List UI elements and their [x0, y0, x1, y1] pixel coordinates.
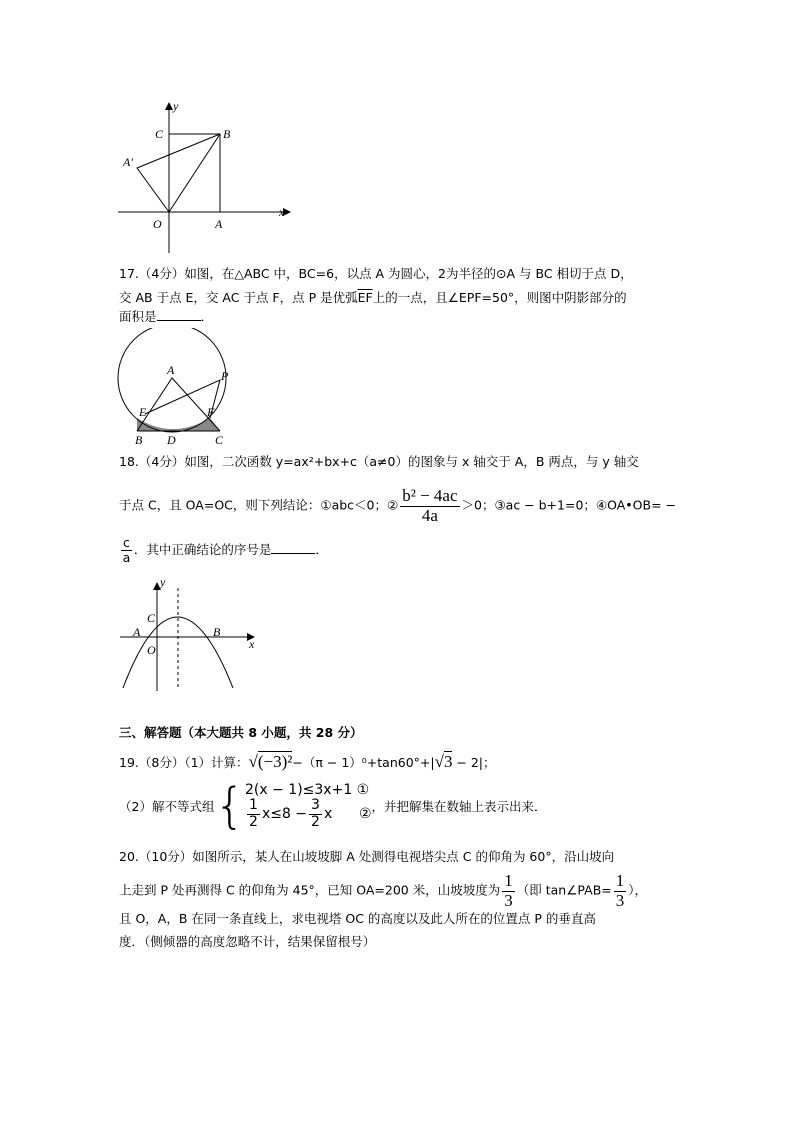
denominator: 3 [504, 890, 513, 910]
q18-line1: 18.（4分）如图，二次函数 y=ax²+bx+c（a≠0）的图象与 x 轴交于 A，B 两点，与 y 轴交 [119, 454, 639, 469]
label: O [153, 217, 162, 231]
text: 19.（8分）（1）计算： [119, 755, 249, 770]
inequality-2 [245, 798, 372, 830]
figure-16 [115, 98, 295, 258]
q20-line4: 度．（侧倾器的高度忽略不计，结果保留根号） [119, 934, 376, 949]
q19-line1 [119, 752, 496, 772]
text: ＞0；③ac − b+1=0；④OA•OB= − [461, 497, 676, 513]
radicand: (−3)² [257, 752, 293, 771]
denominator: 2 [311, 813, 320, 830]
radicand: 3 [443, 752, 453, 771]
label: B [223, 127, 231, 141]
label: x [279, 205, 285, 219]
text: ． [200, 309, 214, 324]
text: x ② [323, 806, 372, 822]
numerator: 3 [311, 797, 320, 814]
section-heading: 三、解答题（本大题共 8 小题，共 28 分） [119, 725, 363, 740]
q20-line1: 20.（10分）如图所示，某人在山坡坡脚 A 处测得电视塔尖点 C 的仰角为 60°，沿山坡向 [119, 849, 615, 864]
text: 上走到 P 处再测得 C 的仰角为 45°，已知 OA=200 米，山坡坡度为 [119, 882, 501, 898]
label: C [215, 433, 224, 447]
denominator: a [122, 549, 131, 565]
q18-line2 [119, 487, 676, 525]
denominator: 3 [615, 890, 625, 910]
label: C [155, 127, 164, 141]
text: 于点 C，且 OA=OC，则下列结论：①abc＜0；② [119, 497, 399, 513]
label: x [249, 637, 255, 651]
denominator: 2 [249, 813, 258, 830]
numerator: 1 [615, 871, 625, 890]
arc-label: $\overline{EF}$ [357, 290, 373, 305]
numerator: 1 [249, 797, 258, 814]
numerator: b² − 4ac [402, 486, 458, 505]
fraction [121, 536, 132, 565]
numerator: 1 [504, 871, 513, 890]
q17-line2 [119, 288, 627, 306]
label: A [133, 625, 141, 639]
text: （2）解不等式组 [119, 799, 215, 814]
q17-line3 [119, 307, 213, 325]
label: A′ [123, 155, 133, 169]
q20-line2 [119, 872, 647, 910]
label: A [215, 217, 223, 231]
inequality-1: 2(x − 1)≤3x+1 ① [245, 782, 370, 799]
label: B [213, 625, 221, 639]
label: O [147, 643, 156, 657]
text: （即 tan∠PAB= [516, 882, 612, 898]
fraction [614, 872, 627, 910]
figure-17 [115, 328, 230, 448]
sqrt-expression: √3 [434, 752, 453, 771]
text: ，并把解集在数轴上表示出来． [371, 799, 547, 814]
fraction [400, 487, 459, 525]
fraction [502, 872, 515, 910]
label: C [147, 611, 156, 625]
answer-blank [271, 553, 315, 554]
text: ）， [628, 882, 648, 898]
text: ．其中正确结论的序号是 [133, 541, 272, 557]
inequality-system [245, 782, 372, 830]
fraction [309, 798, 322, 830]
text: 交 AB 于点 E，交 AC 于点 F，点 P 是优弧 [119, 290, 358, 305]
label: F [207, 405, 215, 419]
text: − 2|； [452, 755, 496, 770]
label: E [139, 405, 147, 419]
q20-line3: 且 O，A，B 在同一条直线上，求电视塔 OC 的高度以及此人所在的位置点 P 的垂直高 [119, 911, 596, 926]
text: −（π − 1）⁰+tan60°+| [292, 755, 435, 770]
text: 面积是 [119, 309, 157, 324]
numerator: c [123, 535, 130, 550]
denominator: 4a [421, 505, 438, 525]
q18-line3 [119, 536, 328, 565]
brace: { [214, 778, 246, 834]
answer-blank [157, 320, 201, 321]
text: x≤8 − [261, 806, 308, 822]
label: A [167, 363, 175, 377]
label: D [167, 433, 176, 447]
label: B [135, 433, 143, 447]
text: ． [315, 541, 328, 557]
text: 上的一点，且∠EPF=50°，则图中阴影部分的 [372, 290, 627, 305]
q17-line1: 17.（4分）如图，在△ABC 中，BC=6，以点 A 为圆心，2为半径的⊙A 与 BC 相切于点 D， [119, 266, 633, 281]
label: y [173, 99, 179, 113]
q19-line2 [119, 778, 547, 834]
figure-18 [115, 576, 265, 694]
sqrt-expression: √(−3)² [248, 752, 293, 771]
label: P [221, 369, 229, 383]
label: y [160, 576, 166, 589]
fraction [247, 798, 260, 830]
